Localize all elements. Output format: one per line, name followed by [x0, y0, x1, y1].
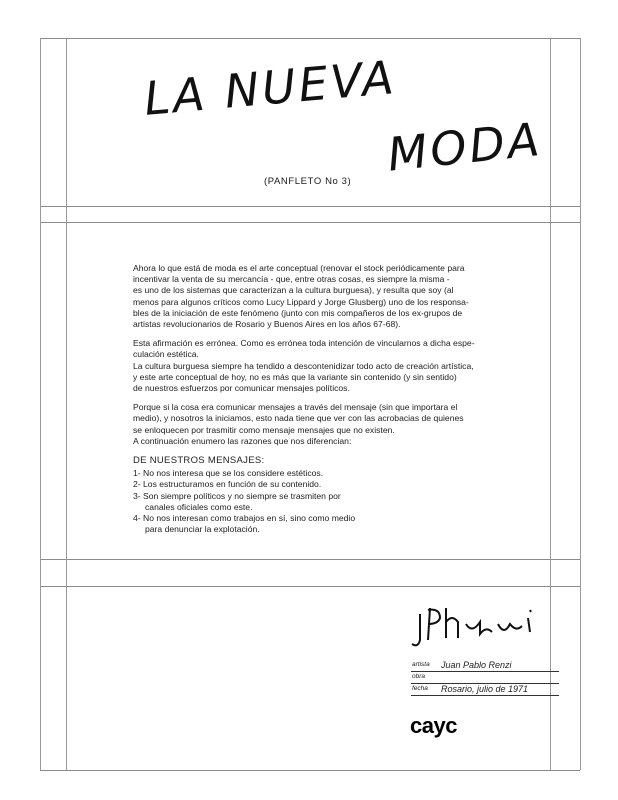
- rule-below-title: [40, 206, 580, 207]
- signature: [406, 594, 556, 654]
- title-line-1: LA NUEVA: [142, 49, 399, 126]
- list-item: 2- Los estructuramos en función de su contenido.: [133, 479, 322, 490]
- section-heading: DE NUESTROS MENSAJES:: [133, 455, 265, 467]
- p2-line: y este arte conceptual de hoy, no es más que la variante sin contenido (y sin sentido): [133, 371, 457, 382]
- p2-line: La cultura burguesa siempre ha tendido a descontenidizar todo acto de creación artística,: [133, 360, 474, 371]
- credits-box: [411, 660, 559, 696]
- artist-value: Juan Pablo Renzi: [441, 660, 512, 670]
- p3-line: se enloquecen por trasmitir como mensaje mensajes que no existen.: [133, 424, 395, 435]
- credit-work: [411, 672, 559, 684]
- p2-line: culación estética.: [133, 349, 199, 360]
- list-item: 4- No nos interesan como trabajos en sí, sino como medio: [133, 513, 356, 524]
- list-item-continuation: canales oficiales como este.: [145, 501, 253, 512]
- p2-line: de nuestros esfuerzos por comunicar mensajes políticos.: [133, 383, 350, 394]
- date-value: Rosario, julio de 1971: [441, 684, 529, 694]
- title-line-2: MODA: [385, 111, 545, 182]
- p1-line: incentivar la venta de su mercancía - que, entre otras cosas, es siempre la misma -: [133, 274, 450, 285]
- p3-line: A continuación enumero las razones que nos diferencian:: [133, 435, 352, 446]
- paragraph-2: [133, 338, 553, 394]
- p3-line: Porque si la cosa era comunicar mensajes a través del mensaje (sin que importara el: [133, 402, 458, 413]
- rule-below-title-2: [40, 222, 580, 223]
- rule-above-footer-2: [40, 586, 580, 587]
- list-item: 3- Son siempre políticos y no siempre se trasmiten por: [133, 490, 341, 501]
- cayc-logo: cayc: [410, 713, 457, 738]
- points-list: [133, 468, 553, 535]
- p1-line: artistas revolucionarios de Rosario y Buenos Aires en los años 67-68).: [133, 319, 401, 330]
- list-item-continuation: para denunciar la explotación.: [145, 524, 260, 535]
- bottom-rule: [40, 770, 580, 771]
- top-rule: [40, 38, 580, 39]
- list-item: 1- No nos interesa que se los considere estéticos.: [133, 468, 324, 479]
- p3-line: medio), y nosotros la iniciamos, esto nada tiene que ver con las acrobacias de quienes: [133, 413, 464, 424]
- work-label: obra: [412, 673, 426, 680]
- left-margin-line: [40, 38, 41, 770]
- p1-line: Ahora lo que está de moda es el arte conceptual (renovar el stock periódicamente para: [133, 263, 465, 273]
- p1-line: menos para algunos críticos como Lucy Lippard y Jorge Glusberg) uno de los responsa-: [133, 296, 469, 307]
- artist-label: artista: [412, 661, 430, 668]
- p2-line: Esta afirmación es errónea. Como es errónea toda intención de vincularnos a dicha espe-: [133, 338, 475, 349]
- paragraph-3: [133, 402, 553, 447]
- paragraph-1: [133, 263, 553, 330]
- credit-artist: [411, 660, 559, 672]
- right-margin-line-2: [580, 38, 581, 770]
- credit-date: [411, 684, 559, 696]
- rule-above-footer: [40, 559, 580, 560]
- p1-line: bles de la iniciación de este fenómeno (junto con mis compañeros de los ex-grupos de: [133, 307, 463, 318]
- manifesto-body: [133, 263, 553, 535]
- date-label: fecha: [412, 685, 428, 692]
- subtitle: (PANFLETO No 3): [264, 176, 352, 187]
- p1-line: es uno de los sistemas que caracterizan a la cultura burguesa), y resulta que soy (al: [133, 285, 454, 296]
- left-margin-line-2: [66, 38, 67, 770]
